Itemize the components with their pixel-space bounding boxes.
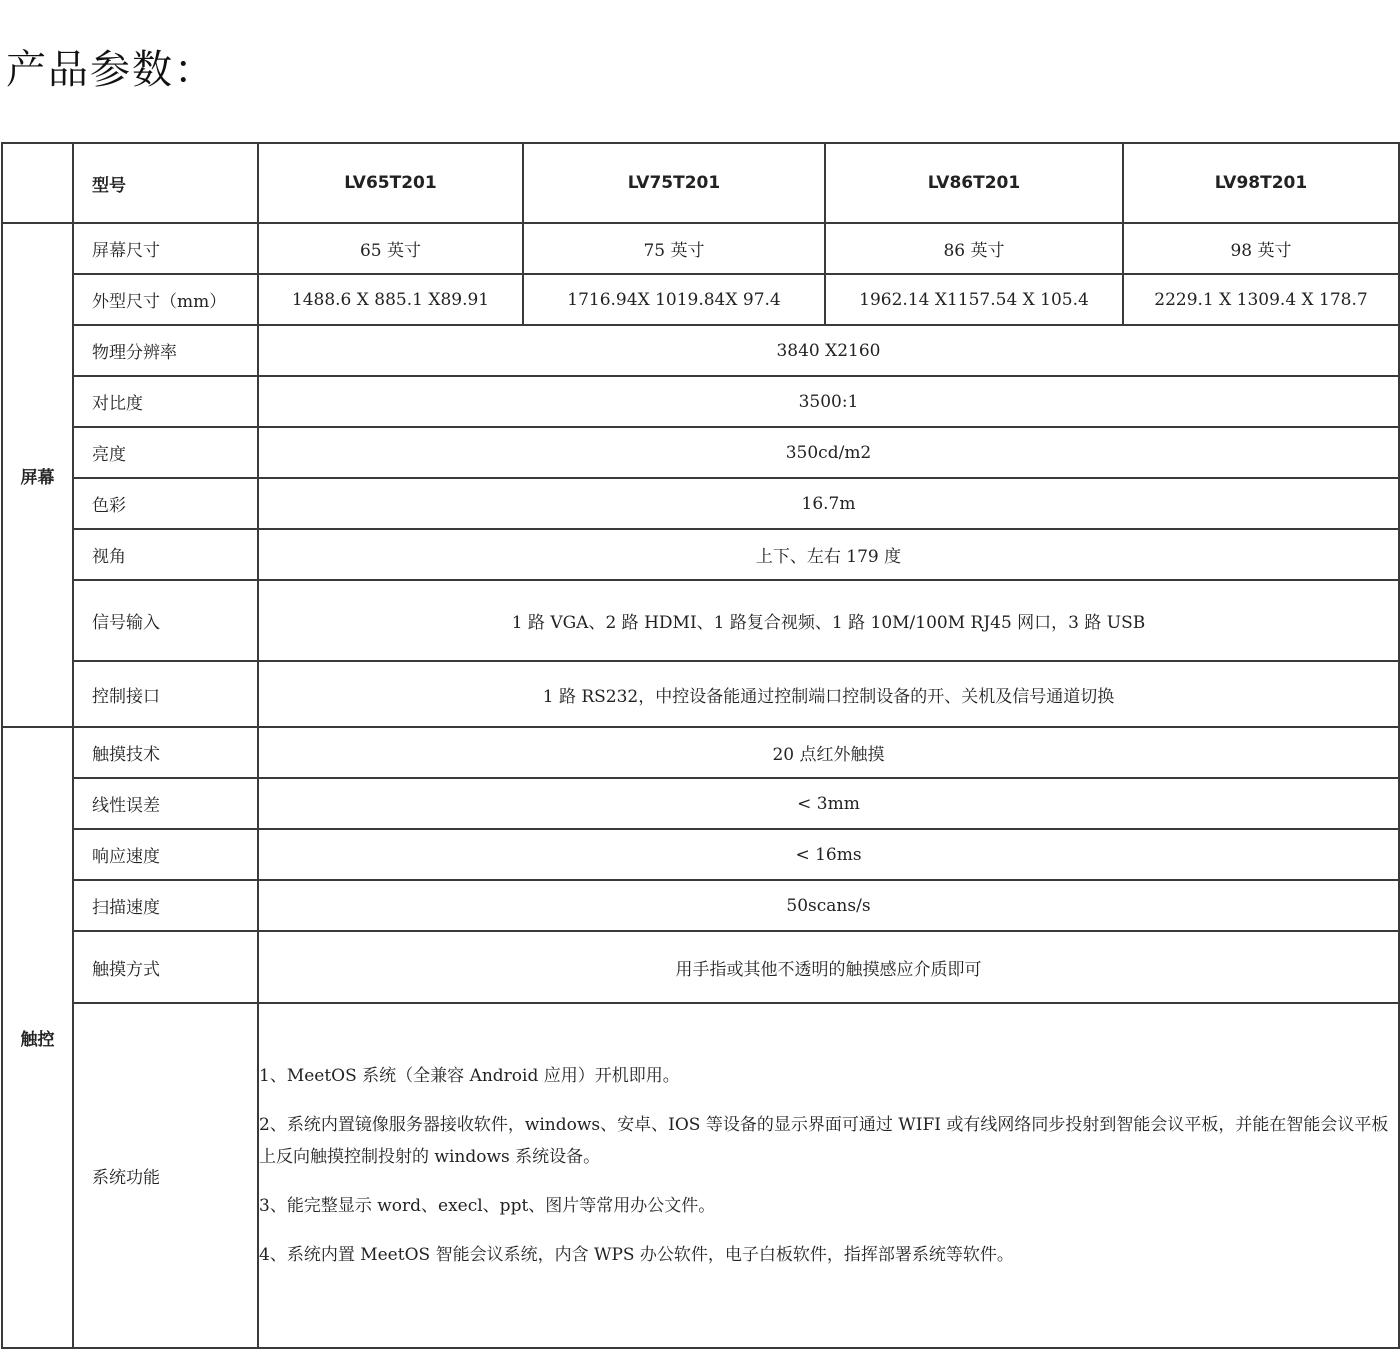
scan-value: 50scans/s (258, 880, 1399, 931)
model-lv98: LV98T201 (1123, 143, 1399, 223)
screen-size-lv86: 86 英寸 (825, 223, 1123, 274)
page-title: 产品参数： (6, 47, 216, 93)
dimensions-lv86: 1962.14 X1157.54 X 105.4 (825, 274, 1123, 325)
system-functions (258, 1003, 1399, 1348)
scan-label: 扫描速度 (73, 880, 258, 931)
table-row-linearity (2, 778, 1399, 829)
system-function-list (259, 1060, 1398, 1271)
brightness-value: 350cd/m2 (258, 427, 1399, 478)
corner-cell (2, 143, 73, 223)
screen-size-lv65: 65 英寸 (258, 223, 523, 274)
contrast-label: 对比度 (73, 376, 258, 427)
table-row-control-interface (2, 661, 1399, 727)
table-row-signal-input (2, 580, 1399, 661)
control-interface-value: 1 路 RS232，中控设备能通过控制端口控制设备的开、关机及信号通道切换 (258, 661, 1399, 727)
system-function-item: 3、能完整显示 word、execl、ppt、图片等常用办公文件。 (259, 1196, 716, 1216)
response-value: < 16ms (258, 829, 1399, 880)
dimensions-label: 外型尺寸（mm） (73, 274, 258, 325)
contrast-value: 3500:1 (258, 376, 1399, 427)
dimensions-lv75: 1716.94X 1019.84X 97.4 (523, 274, 825, 325)
screen-size-lv75: 75 英寸 (523, 223, 825, 274)
system-function-item: 2、系统内置镜像服务器接收软件，windows、安卓、IOS 等设备的显示界面可通过 WIFI 或有线网络同步投射到智能会议平板，并能在智能会议平板上反向触摸控制投射的 windows 系统设备。 (259, 1115, 1389, 1167)
dimensions-lv65: 1488.6 X 885.1 X89.91 (258, 274, 523, 325)
screen-size-label: 屏幕尺寸 (73, 223, 258, 274)
viewing-angle-label: 视角 (73, 529, 258, 580)
screen-size-lv98: 98 英寸 (1123, 223, 1399, 274)
resolution-value: 3840 X2160 (258, 325, 1399, 376)
resolution-label: 物理分辨率 (73, 325, 258, 376)
table-row-brightness (2, 427, 1399, 478)
model-lv86: LV86T201 (825, 143, 1123, 223)
model-lv75: LV75T201 (523, 143, 825, 223)
response-label: 响应速度 (73, 829, 258, 880)
dimensions-lv98: 2229.1 X 1309.4 X 178.7 (1123, 274, 1399, 325)
table-row-resolution (2, 325, 1399, 376)
category-screen: 屏幕 (2, 223, 73, 727)
signal-input-value: 1 路 VGA、2 路 HDMI、1 路复合视频、1 路 10M/100M RJ45 网口，3 路 USB (258, 580, 1399, 661)
table-row-dimensions (2, 274, 1399, 325)
table-row-model (2, 143, 1399, 223)
category-touch: 触控 (2, 727, 73, 1348)
table-row-touch-technology (2, 727, 1399, 778)
viewing-angle-value: 上下、左右 179 度 (258, 529, 1399, 580)
color-value: 16.7m (258, 478, 1399, 529)
model-lv65: LV65T201 (258, 143, 523, 223)
table-row-color (2, 478, 1399, 529)
table-row-response (2, 829, 1399, 880)
control-interface-label: 控制接口 (73, 661, 258, 727)
table-row-system (2, 1003, 1399, 1348)
color-label: 色彩 (73, 478, 258, 529)
linearity-value: < 3mm (258, 778, 1399, 829)
table-row-scan (2, 880, 1399, 931)
model-label: 型号 (73, 143, 258, 223)
table-row-contrast (2, 376, 1399, 427)
signal-input-label: 信号输入 (73, 580, 258, 661)
system-label: 系统功能 (73, 1003, 258, 1348)
brightness-label: 亮度 (73, 427, 258, 478)
touch-method-label: 触摸方式 (73, 931, 258, 1003)
table-row-touch-method (2, 931, 1399, 1003)
product-spec-table (1, 142, 1400, 1349)
touch-technology-value: 20 点红外触摸 (258, 727, 1399, 778)
linearity-label: 线性误差 (73, 778, 258, 829)
touch-technology-label: 触摸技术 (73, 727, 258, 778)
table-row-screen-size (2, 223, 1399, 274)
system-function-item: 4、系统内置 MeetOS 智能会议系统，内含 WPS 办公软件，电子白板软件，指挥部署系统等软件。 (259, 1245, 1014, 1265)
touch-method-value: 用手指或其他不透明的触摸感应介质即可 (258, 931, 1399, 1003)
table-row-viewing-angle (2, 529, 1399, 580)
system-function-item: 1、MeetOS 系统（全兼容 Android 应用）开机即用。 (259, 1066, 680, 1086)
